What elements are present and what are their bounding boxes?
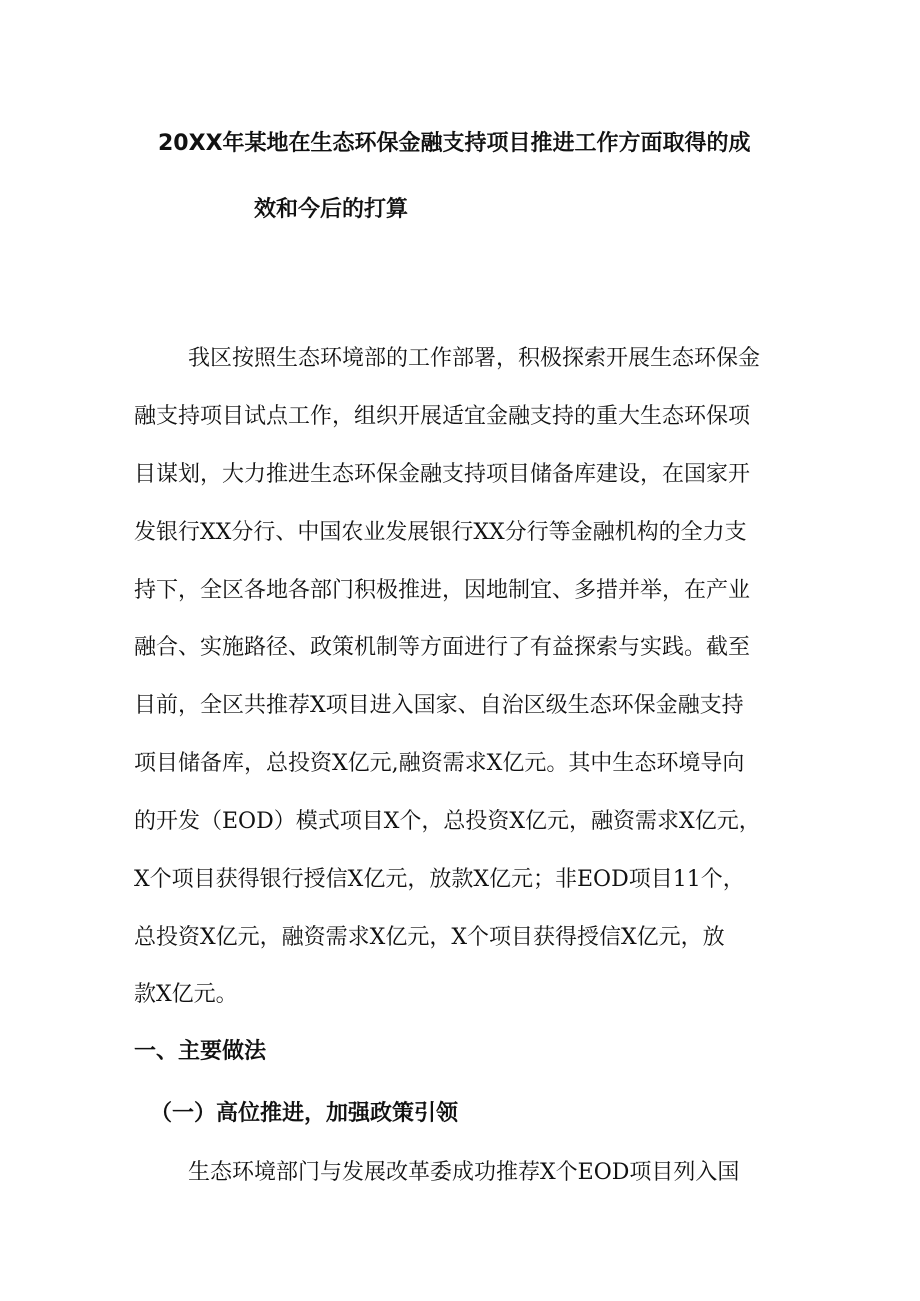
intro-line-4: 发银行XX分行、中国农业发展银行XX分行等金融机构的全力支 bbox=[134, 520, 747, 545]
document-title-line-1: 20XX年某地在生态环保金融支持项目推进工作方面取得的成 bbox=[158, 131, 751, 156]
intro-line-12: 款X亿元。 bbox=[134, 982, 238, 1007]
intro-line-7: 目前，全区共推荐X项目进入国家、自治区级生态环保金融支持 bbox=[134, 693, 744, 718]
intro-line-5: 持下，全区各地各部门积极推进，因地制宜、多措并举，在产业 bbox=[134, 578, 751, 603]
intro-line-6: 融合、实施路径、政策机制等方面进行了有益探索与实践。截至 bbox=[134, 635, 751, 660]
intro-line-11: 总投资X亿元，融资需求X亿元，X个项目获得授信X亿元，放 bbox=[134, 925, 725, 950]
intro-line-1: 我区按照生态环境部的工作部署，积极探索开展生态环保金 bbox=[188, 346, 761, 371]
document-title-line-2: 效和今后的打算 bbox=[254, 197, 409, 222]
intro-line-2: 融支持项目试点工作，组织开展适宜金融支持的重大生态环保项 bbox=[134, 404, 751, 429]
section-heading: 一、主要做法 bbox=[134, 1039, 267, 1064]
subsection-heading: （一）高位推进，加强政策引领 bbox=[150, 1101, 459, 1126]
paragraph-line-1: 生态环境部门与发展改革委成功推荐X个EOD项目列入国 bbox=[188, 1160, 740, 1185]
intro-line-8: 项目储备库，总投资X亿元,融资需求X亿元。其中生态环境导向 bbox=[134, 751, 745, 776]
intro-line-3: 目谋划，大力推进生态环保金融支持项目储备库建设，在国家开 bbox=[134, 462, 751, 487]
intro-line-9: 的开发（EOD）模式项目X个，总投资X亿元，融资需求X亿元， bbox=[134, 809, 761, 834]
intro-line-10: X个项目获得银行授信X亿元，放款X亿元；非EOD项目11个， bbox=[134, 867, 745, 892]
